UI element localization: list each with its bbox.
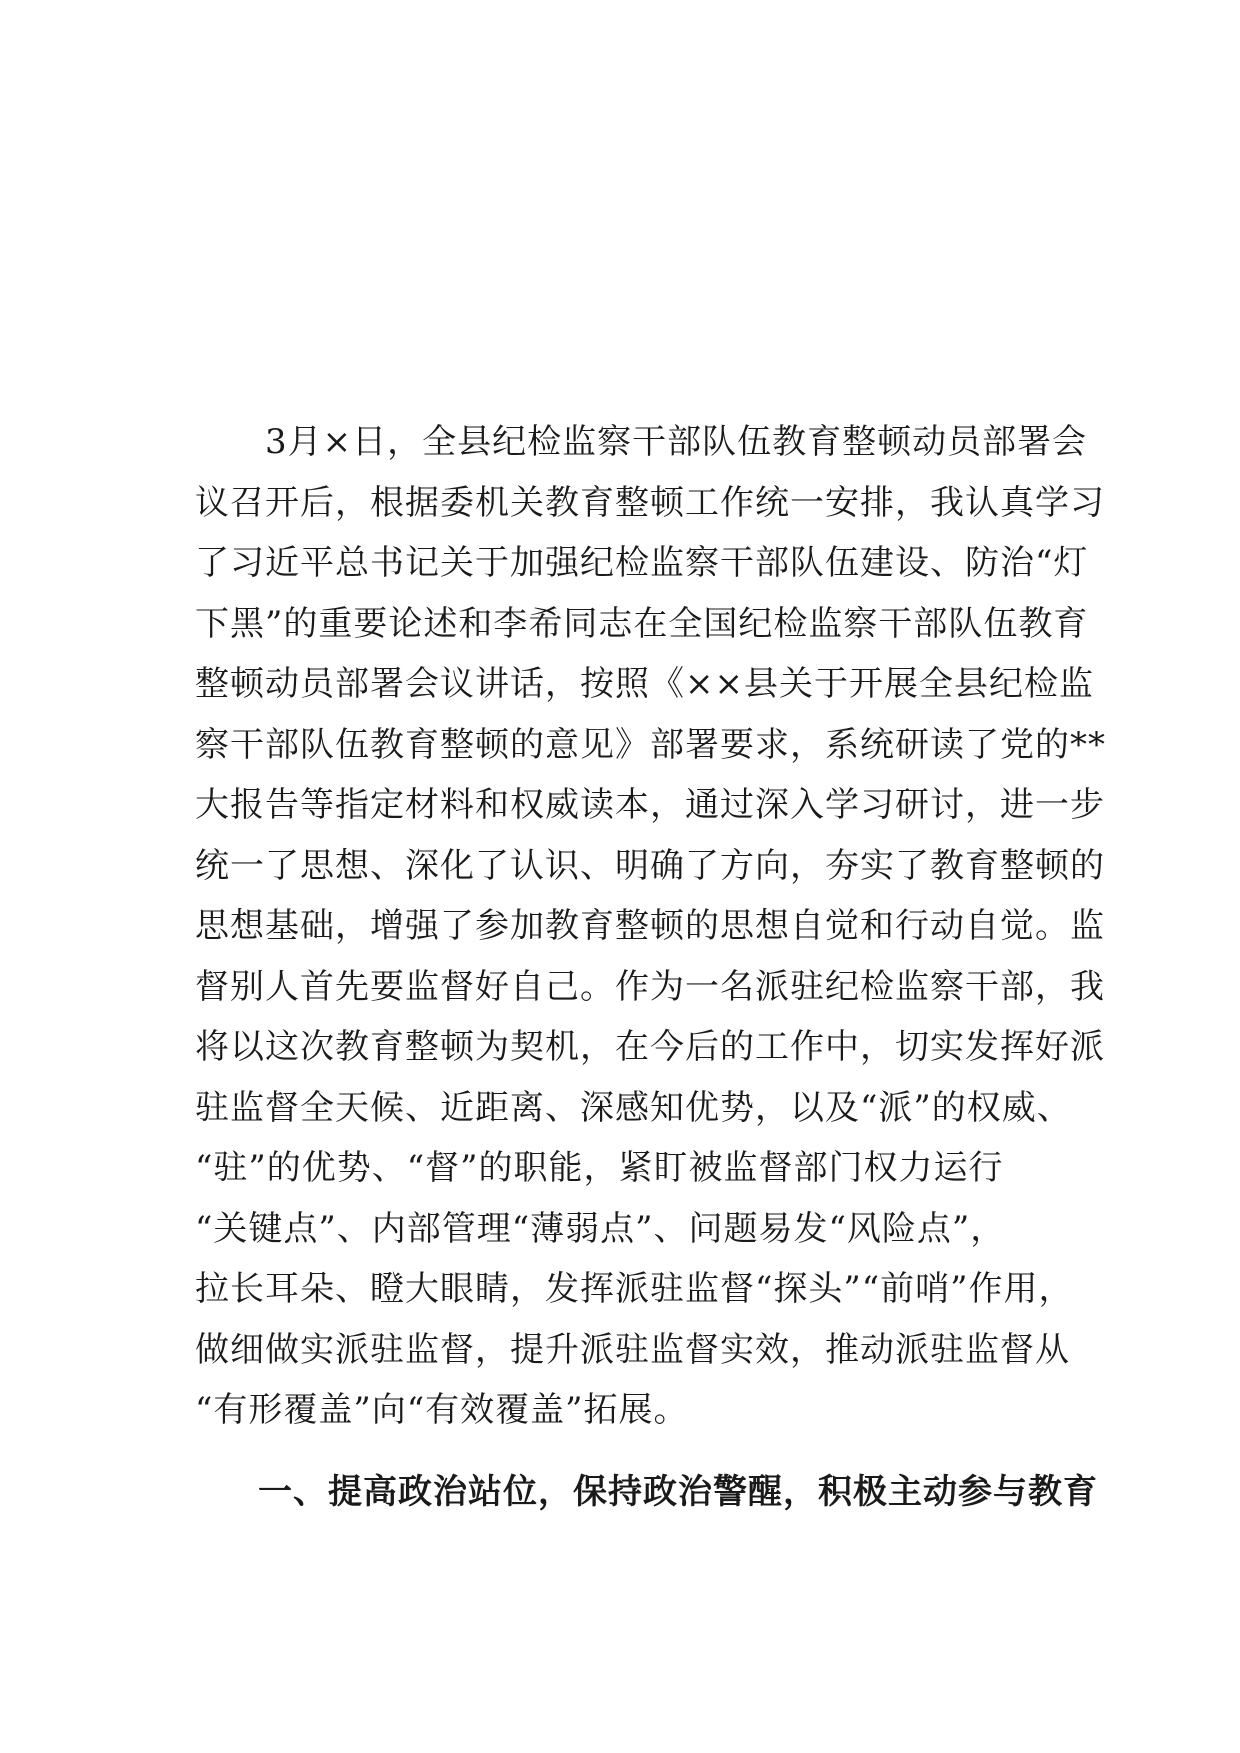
paragraph-line: 统一了思想、深化了认识、明确了方向，夯实了教育整顿的 bbox=[195, 845, 1105, 886]
paragraph-line: “有形覆盖”向“有效覆盖”拓展。 bbox=[195, 1390, 689, 1430]
paragraph-line: 大报告等指定材料和权威读本，通过深入学习研讨，进一步 bbox=[195, 785, 1105, 825]
body-paragraph bbox=[195, 412, 1106, 1441]
paragraph-line: “关键点”、内部管理“薄弱点”、问题易发“风险点”， bbox=[195, 1208, 1006, 1249]
paragraph-line: 督别人首先要监督好自己。作为一名派驻纪检监察干部，我 bbox=[195, 966, 1105, 1007]
section-heading: 一、提高政治站位，保持政治警醒，积极主动参与教育 bbox=[258, 1472, 1098, 1512]
paragraph-line: 整顿动员部署会议讲话，按照《××县关于开展全县纪检监 bbox=[195, 664, 1094, 704]
paragraph-line: 做细做实派驻监督，提升派驻监督实效，推动派驻监督从 bbox=[195, 1329, 1070, 1370]
paragraph-line: 思想基础，增强了参加教育整顿的思想自觉和行动自觉。监 bbox=[195, 906, 1105, 946]
paragraph-line: 下黑”的重要论述和李希同志在全国纪检监察干部队伍教育 bbox=[195, 603, 1089, 644]
paragraph-line: 拉长耳朵、瞪大眼睛，发挥派驻监督“探头”“前哨”作用， bbox=[195, 1269, 1074, 1309]
paragraph-line: 察干部队伍教育整顿的意见》部署要求，系统研读了党的** bbox=[195, 724, 1106, 765]
paragraph-line: 将以这次教育整顿为契机，在今后的工作中，切实发挥好派 bbox=[195, 1027, 1105, 1067]
paragraph-line: “驻”的优势、“督”的职能，紧盯被监督部门权力运行 bbox=[195, 1148, 1004, 1188]
paragraph-line: 3月×日，全县纪检监察干部队伍教育整顿动员部署会 bbox=[195, 422, 1088, 462]
paragraph-line: 驻监督全天候、近距离、深感知优势，以及“派”的权威、 bbox=[195, 1087, 1072, 1128]
paragraph-line: 议召开后，根据委机关教育整顿工作统一安排，我认真学习 bbox=[195, 482, 1105, 523]
paragraph-line: 了习近平总书记关于加强纪检监察干部队伍建设、防治“灯 bbox=[195, 543, 1089, 583]
